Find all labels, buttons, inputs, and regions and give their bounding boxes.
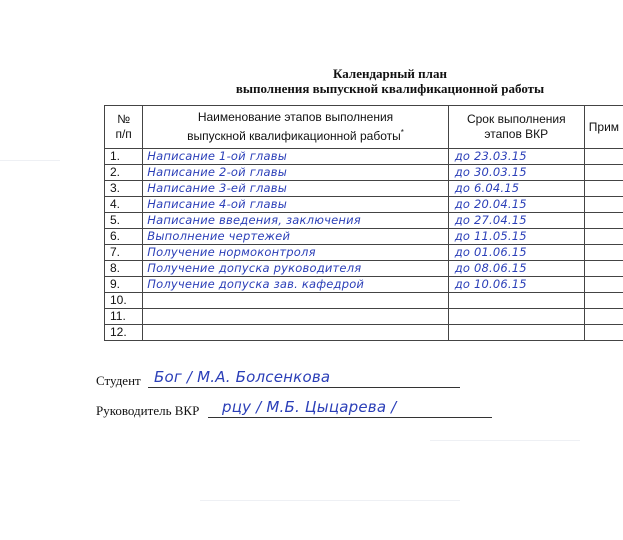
stage-cell <box>143 181 448 197</box>
table-row <box>105 325 623 341</box>
stage-name: Выполнение чертежей <box>147 229 291 243</box>
note-cell <box>584 277 623 293</box>
header-note <box>584 106 623 149</box>
deadline-cell <box>448 149 584 165</box>
document-subtitle: выполнения выпускной квалификационной работы <box>235 81 545 96</box>
student-signature-line <box>148 387 460 388</box>
deadline-value: до 20.04.15 <box>454 197 527 211</box>
deadline-value: до 01.06.15 <box>454 245 527 259</box>
document-title: Календарный план <box>333 66 447 81</box>
row-number: 2. <box>105 165 143 181</box>
deadline-cell <box>448 213 584 229</box>
row-number: 1. <box>105 149 143 165</box>
stage-cell <box>143 165 448 181</box>
stage-name: Написание введения, заключения <box>147 213 361 227</box>
stage-cell <box>143 197 448 213</box>
student-signature: Бог / М.А. Болсенкова <box>154 368 331 386</box>
header-stage <box>143 106 448 149</box>
stage-name <box>143 325 147 339</box>
deadline-value: до 10.06.15 <box>454 277 527 291</box>
supervisor-label: Руководитель ВКР <box>96 403 200 418</box>
deadline-cell <box>448 325 584 341</box>
table-row <box>105 197 623 213</box>
note-cell <box>584 197 623 213</box>
deadline-value <box>449 325 455 339</box>
note-cell <box>584 165 623 181</box>
deadline-value: до 30.03.15 <box>454 165 527 179</box>
table-row <box>105 309 623 325</box>
row-number: 10. <box>105 293 143 309</box>
scan-artifact <box>200 500 460 501</box>
stage-name: Написание 1-ой главы <box>147 149 287 163</box>
deadline-cell <box>448 165 584 181</box>
stage-cell <box>143 309 448 325</box>
row-number: 4. <box>105 197 143 213</box>
note-cell <box>584 149 623 165</box>
stage-name: Получение допуска руководителя <box>147 261 362 275</box>
note-cell <box>584 245 623 261</box>
deadline-cell <box>448 229 584 245</box>
row-number: 3. <box>105 181 143 197</box>
note-cell <box>584 261 623 277</box>
stage-name: Получение допуска зав. кафедрой <box>147 277 365 291</box>
stage-cell <box>143 325 448 341</box>
deadline-cell <box>448 197 584 213</box>
deadline-cell <box>448 277 584 293</box>
deadline-value <box>449 309 455 323</box>
calendar-plan-table <box>104 105 623 341</box>
note-cell <box>584 213 623 229</box>
deadline-value: до 6.04.15 <box>454 181 520 195</box>
table-row <box>105 229 623 245</box>
stage-name: Написание 2-ой главы <box>147 165 287 179</box>
stage-cell <box>143 213 448 229</box>
header-deadline <box>448 106 584 149</box>
table-row <box>105 181 623 197</box>
deadline-cell <box>448 309 584 325</box>
scan-artifact <box>430 440 580 441</box>
header-num-text: № п/п <box>115 112 132 141</box>
note-cell <box>584 293 623 309</box>
stage-cell <box>143 293 448 309</box>
row-number: 9. <box>105 277 143 293</box>
note-cell <box>584 325 623 341</box>
deadline-cell <box>448 245 584 261</box>
table-row <box>105 213 623 229</box>
row-number: 6. <box>105 229 143 245</box>
note-cell <box>584 181 623 197</box>
stage-name: Написание 4-ой главы <box>147 197 287 211</box>
stage-name <box>143 293 147 307</box>
deadline-value <box>449 293 455 307</box>
stage-cell <box>143 229 448 245</box>
deadline-value: до 27.04.15 <box>454 213 527 227</box>
deadline-cell <box>448 261 584 277</box>
deadline-value: до 08.06.15 <box>454 261 527 275</box>
header-stage-text: Наименование этапов выполнения выпускной квалификационной работы <box>187 110 401 143</box>
row-number: 5. <box>105 213 143 229</box>
table-row <box>105 245 623 261</box>
student-label: Студент <box>96 373 141 388</box>
note-cell <box>584 229 623 245</box>
row-number: 8. <box>105 261 143 277</box>
deadline-value: до 23.03.15 <box>454 149 527 163</box>
supervisor-signature: рцу / М.Б. Цыцарева / <box>222 398 397 416</box>
supervisor-signature-line <box>208 417 492 418</box>
row-number: 7. <box>105 245 143 261</box>
row-number: 12. <box>105 325 143 341</box>
row-number: 11. <box>105 309 143 325</box>
table-body <box>105 149 623 341</box>
stage-cell <box>143 149 448 165</box>
header-note-text: Прим <box>588 119 620 134</box>
table-row <box>105 277 623 293</box>
stage-name: Получение нормоконтроля <box>147 245 316 259</box>
header-deadline-text: Срок выполнения этапов ВКР <box>466 112 566 141</box>
stage-name: Написание 3-ей главы <box>147 181 288 195</box>
header-num <box>105 106 143 149</box>
stage-name <box>143 309 147 323</box>
note-cell <box>584 309 623 325</box>
stage-cell <box>143 277 448 293</box>
header-stage-mark: * <box>400 128 404 137</box>
deadline-cell <box>448 181 584 197</box>
stage-cell <box>143 245 448 261</box>
table-header-row <box>105 106 623 149</box>
deadline-cell <box>448 293 584 309</box>
table-row <box>105 293 623 309</box>
deadline-value: до 11.05.15 <box>454 229 527 243</box>
table-row <box>105 261 623 277</box>
stage-cell <box>143 261 448 277</box>
scan-artifact <box>0 160 60 161</box>
table-row <box>105 165 623 181</box>
table-row <box>105 149 623 165</box>
